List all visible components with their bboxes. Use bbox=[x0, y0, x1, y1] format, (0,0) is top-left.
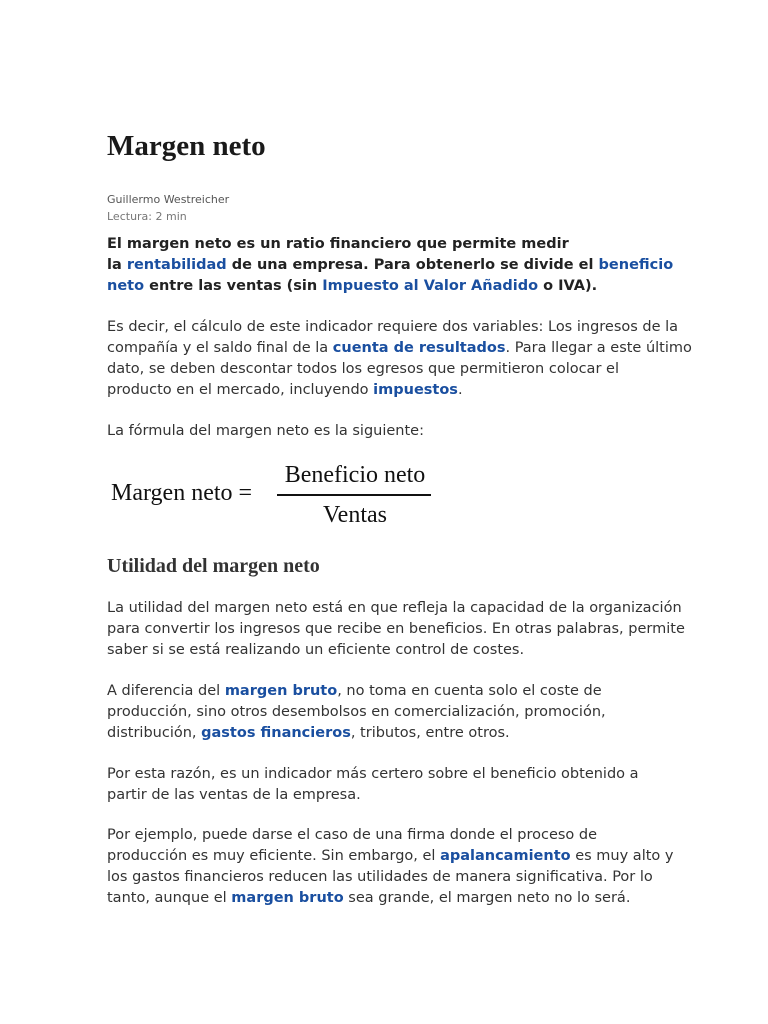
text-line bbox=[107, 598, 682, 619]
paragraph-formula-intro bbox=[107, 421, 667, 442]
text-fragment: distribución, bbox=[107, 725, 202, 741]
text-fragment: entre las ventas (sin bbox=[144, 278, 323, 294]
text-line bbox=[107, 723, 667, 744]
link-cuenta-de-resultados[interactable]: cuenta de resultados bbox=[332, 340, 506, 356]
link-beneficio-neto-cont[interactable]: neto bbox=[107, 278, 145, 294]
text-line bbox=[107, 702, 667, 723]
lead-line bbox=[107, 234, 667, 255]
text-fragment: . Para llegar a este último bbox=[505, 340, 692, 356]
text-line bbox=[107, 640, 667, 661]
text-fragment: tanto, aunque el bbox=[107, 890, 232, 906]
text-line bbox=[107, 317, 679, 338]
text-line bbox=[107, 681, 667, 702]
text-fragment: la bbox=[107, 257, 127, 273]
formula-image bbox=[111, 458, 441, 538]
text-fragment: producto en el mercado, incluyendo bbox=[107, 382, 374, 398]
lead-line bbox=[107, 276, 667, 297]
text-fragment: dato, se deben descontar todos los egresos que permitieron colocar el bbox=[107, 361, 619, 377]
text-line bbox=[107, 785, 667, 806]
article-author[interactable]: Guillermo Westreicher bbox=[107, 193, 230, 206]
text-fragment: saber si se está realizando un eficiente control de costes. bbox=[107, 642, 525, 658]
text-line bbox=[107, 421, 667, 442]
text-line bbox=[107, 764, 667, 785]
text-fragment: compañía y el saldo final de la bbox=[107, 340, 333, 356]
paragraph-utilidad bbox=[107, 598, 685, 661]
text-fragment: Es decir, el cálculo de este indicador requiere dos variables: Los ingresos de la bbox=[107, 319, 679, 335]
text-line bbox=[107, 338, 692, 359]
text-fragment: La utilidad del margen neto está en que refleja la capacidad de la organización bbox=[107, 600, 682, 616]
paragraph-diferencia bbox=[107, 681, 667, 744]
text-line bbox=[107, 888, 667, 909]
text-fragment: partir de las ventas de la empresa. bbox=[107, 787, 361, 803]
text-fragment: o IVA). bbox=[538, 278, 598, 294]
text-fragment: , tributos, entre otros. bbox=[350, 725, 510, 741]
text-fragment: , no toma en cuenta solo el coste de bbox=[337, 683, 602, 699]
text-line bbox=[107, 846, 674, 867]
text-fragment: de una empresa. Para obtenerlo se divide el bbox=[226, 257, 599, 273]
link-beneficio-neto[interactable]: beneficio bbox=[598, 257, 674, 273]
link-iva[interactable]: Impuesto al Valor Añadido bbox=[322, 278, 539, 294]
text-line bbox=[107, 359, 667, 380]
link-margen-bruto[interactable]: margen bruto bbox=[224, 683, 338, 699]
link-margen-bruto-2[interactable]: margen bruto bbox=[231, 890, 344, 906]
text-fragment: para convertir los ingresos que recibe en beneficios. En otras palabras, permite bbox=[107, 621, 685, 637]
formula-lhs: Margen neto = bbox=[111, 480, 253, 506]
link-impuestos[interactable]: impuestos bbox=[373, 382, 458, 398]
text-fragment: La fórmula del margen neto es la siguiente: bbox=[107, 423, 424, 439]
text-fragment: Por ejemplo, puede darse el caso de una firma donde el proceso de bbox=[107, 827, 598, 843]
paragraph-ejemplo bbox=[107, 825, 674, 909]
text-fragment: El margen neto es un ratio financiero que permite medir bbox=[107, 236, 569, 252]
formula-numerator: Beneficio neto bbox=[284, 462, 426, 488]
text-fragment: sea grande, el margen neto no lo será. bbox=[343, 890, 631, 906]
text-line bbox=[107, 867, 667, 888]
text-line bbox=[107, 619, 685, 640]
link-rentabilidad[interactable]: rentabilidad bbox=[126, 257, 227, 273]
paragraph-razon bbox=[107, 764, 667, 806]
text-fragment: los gastos financieros reducen las utilidades de manera significativa. Por lo bbox=[107, 869, 653, 885]
link-gastos-financieros[interactable]: gastos financieros bbox=[201, 725, 351, 741]
reading-time: Lectura: 2 min bbox=[107, 210, 187, 223]
text-fragment: producción es muy eficiente. Sin embargo, el bbox=[107, 848, 441, 864]
lead-line bbox=[107, 255, 674, 276]
formula-denominator: Ventas bbox=[323, 502, 387, 528]
text-fragment: es muy alto y bbox=[570, 848, 674, 864]
text-fragment: A diferencia del bbox=[107, 683, 225, 699]
text-line bbox=[107, 825, 667, 846]
text-fragment: . bbox=[457, 382, 463, 398]
article-title: Margen neto bbox=[107, 130, 266, 162]
text-fragment: Por esta razón, es un indicador más certero sobre el beneficio obtenido a bbox=[107, 766, 639, 782]
lead-paragraph bbox=[107, 234, 674, 297]
text-fragment: producción, sino otros desembolsos en comercialización, promoción, bbox=[107, 704, 606, 720]
text-line bbox=[107, 380, 667, 401]
fraction-bar bbox=[277, 494, 431, 496]
link-apalancamiento[interactable]: apalancamiento bbox=[440, 848, 571, 864]
paragraph-variables bbox=[107, 317, 692, 401]
section-heading: Utilidad del margen neto bbox=[107, 555, 320, 577]
